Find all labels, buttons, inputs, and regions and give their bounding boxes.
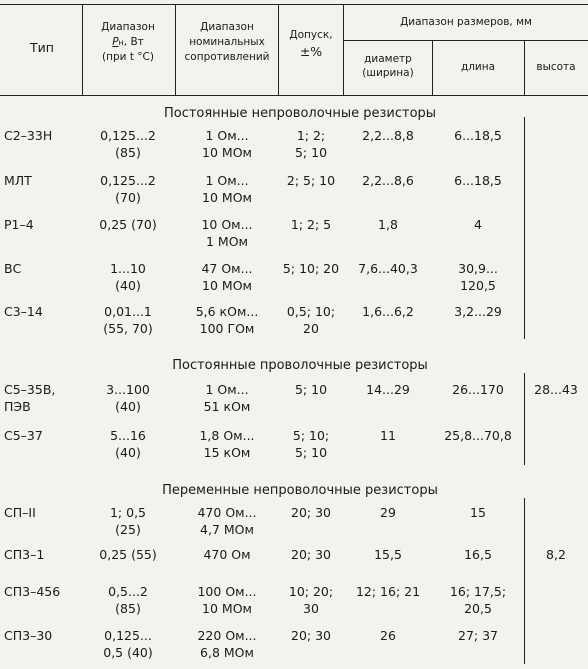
- col-divider-3: [278, 4, 279, 95]
- col-divider-2: [175, 4, 176, 95]
- cell-power: (85): [115, 145, 141, 160]
- cell-length: 3,2...29: [454, 304, 502, 319]
- cell-resist: 6,8 МОм: [200, 645, 254, 660]
- cell-type: С2–33Н: [4, 128, 53, 143]
- cell-tol: 5; 10: [294, 145, 328, 160]
- cell-tol: 20; 30: [291, 628, 331, 643]
- cell-length: 25,8...70,8: [444, 428, 512, 443]
- cell-tol: 30: [303, 601, 319, 616]
- cell-power: 0,25 (70): [99, 217, 157, 232]
- cell-resist: 1 Ом...: [205, 128, 249, 143]
- cell-type: СП3–456: [4, 584, 61, 599]
- header-height: высота: [536, 61, 576, 73]
- cell-diam: 29: [380, 505, 396, 520]
- height-col-divider-1: [524, 117, 525, 339]
- cell-type: С3–14: [4, 304, 43, 319]
- header-resist-line2: номинальных: [189, 36, 265, 48]
- cell-tol: 20; 30: [291, 547, 331, 562]
- cell-length: 6...18,5: [454, 173, 502, 188]
- header-power-line2: [112, 37, 144, 48]
- col-divider-6: [524, 40, 525, 95]
- cell-power: (85): [115, 601, 141, 616]
- cell-tol: 1; 2;: [296, 128, 326, 143]
- header-resist-line3: сопротивлений: [184, 51, 270, 63]
- cell-diam: 15,5: [374, 547, 402, 562]
- cell-tol: 10; 20;: [288, 584, 334, 599]
- cell-tol: 5; 10; 20: [282, 261, 340, 276]
- cell-length: 15: [470, 505, 486, 520]
- cell-power: 5...16: [110, 428, 146, 443]
- cell-length: 20,5: [464, 601, 492, 616]
- cell-length: 16,5: [464, 547, 492, 562]
- cell-power: (55, 70): [103, 321, 153, 336]
- cell-type: С5–35В,: [4, 382, 56, 397]
- cell-length: 120,5: [460, 278, 496, 293]
- cell-power: 0,25 (55): [99, 547, 157, 562]
- cell-resist: 100 ГОм: [199, 321, 255, 336]
- header-type: Тип: [30, 40, 54, 55]
- cell-resist: 10 МОм: [202, 278, 252, 293]
- cell-length: 26...170: [452, 382, 504, 397]
- cell-power: 0,5 (40): [103, 645, 153, 660]
- cell-resist: 100 Ом...: [197, 584, 257, 599]
- cell-power: 0,125...: [104, 628, 152, 643]
- cell-resist: 5,6 кОм...: [195, 304, 259, 319]
- header-diam-line1: диаметр: [364, 53, 412, 65]
- cell-power: 0,5...2: [108, 584, 148, 599]
- section-title: Переменные непроволочные резисторы: [162, 483, 438, 498]
- cell-length: 30,9...: [458, 261, 498, 276]
- cell-resist: 47 Ом...: [201, 261, 253, 276]
- cell-power: (25): [115, 522, 141, 537]
- cell-type: СП3–30: [4, 628, 53, 643]
- header-bottom-rule: [0, 95, 588, 96]
- header-diam-line2: (ширина): [362, 67, 414, 79]
- power-unit: , Вт: [123, 36, 144, 48]
- cell-diam: 14...29: [366, 382, 410, 397]
- cell-tol: 1; 2; 5: [290, 217, 332, 232]
- cell-power: (70): [115, 190, 141, 205]
- cell-resist: 220 Ом...: [197, 628, 257, 643]
- cell-length: 16; 17,5;: [449, 584, 507, 599]
- cell-resist: 470 Ом...: [197, 505, 257, 520]
- cell-type: ВС: [4, 261, 22, 276]
- cell-diam: 7,6...40,3: [358, 261, 418, 276]
- cell-type: СП3–1: [4, 547, 45, 562]
- cell-resist: 10 МОм: [202, 145, 252, 160]
- header-tol-line2: ±%: [299, 44, 323, 59]
- power-subscript: н: [118, 38, 124, 47]
- cell-diam: 26: [380, 628, 396, 643]
- cell-diam: 1,6...6,2: [362, 304, 414, 319]
- col-divider-5: [432, 40, 433, 95]
- cell-resist: 10 МОм: [202, 190, 252, 205]
- cell-power: (40): [115, 399, 141, 414]
- cell-type: Р1–4: [4, 217, 34, 232]
- height-col-divider-2: [524, 373, 525, 465]
- col-divider-1: [82, 4, 83, 95]
- cell-power: (40): [115, 445, 141, 460]
- cell-type: ПЭВ: [4, 399, 31, 414]
- cell-tol: 0,5; 10;: [286, 304, 336, 319]
- cell-resist: 10 МОм: [202, 601, 252, 616]
- cell-tol: 20; 30: [291, 505, 331, 520]
- cell-tol: 5; 10: [294, 382, 328, 397]
- cell-resist: 10 Ом...: [201, 217, 253, 232]
- cell-diam: 12; 16; 21: [355, 584, 421, 599]
- section-title: Постоянные непроволочные резисторы: [163, 106, 437, 121]
- top-rule: [0, 4, 588, 5]
- cell-power: 1...10: [110, 261, 146, 276]
- section-title: Постоянные проволочные резисторы: [172, 358, 428, 373]
- header-power-line1: Диапазон: [101, 21, 155, 33]
- cell-height: 28...43: [534, 382, 578, 397]
- cell-length: 4: [474, 217, 482, 232]
- cell-diam: 1,8: [378, 217, 398, 232]
- cell-resist: 1 Ом...: [205, 173, 249, 188]
- power-symbol: Р: [112, 36, 119, 48]
- cell-resist: 470 Ом: [203, 547, 251, 562]
- cell-resist: 4,7 МОм: [200, 522, 254, 537]
- cell-power: 3...100: [106, 382, 150, 397]
- cell-diam: 2,2...8,8: [362, 128, 414, 143]
- cell-power: 0,125...2: [100, 173, 156, 188]
- subheader-rule: [343, 40, 588, 41]
- cell-power: 0,01...1: [104, 304, 152, 319]
- cell-resist: 15 кОм: [203, 445, 251, 460]
- cell-power: 1; 0,5: [109, 505, 147, 520]
- height-col-divider-3: [524, 498, 525, 664]
- cell-length: 27; 37: [458, 628, 498, 643]
- cell-tol: 5; 10: [294, 445, 328, 460]
- cell-height: 8,2: [546, 547, 566, 562]
- header-dims: Диапазон размеров, мм: [400, 16, 532, 28]
- cell-diam: 2,2...8,6: [362, 173, 414, 188]
- cell-type: МЛТ: [4, 173, 32, 188]
- header-resist-line1: Диапазон: [200, 21, 254, 33]
- cell-tol: 2; 5; 10: [286, 173, 336, 188]
- cell-resist: 51 кОм: [203, 399, 251, 414]
- cell-length: 6...18,5: [454, 128, 502, 143]
- cell-tol: 20: [303, 321, 319, 336]
- header-length: длина: [460, 61, 496, 73]
- cell-power: 0,125...2: [100, 128, 156, 143]
- cell-tol: 5; 10;: [292, 428, 330, 443]
- cell-resist: 1 МОм: [206, 234, 248, 249]
- header-tol-line1: Допуск,: [289, 29, 333, 41]
- cell-power: (40): [115, 278, 141, 293]
- cell-type: С5–37: [4, 428, 43, 443]
- cell-resist: 1 Ом...: [205, 382, 249, 397]
- cell-type: СП–II: [4, 505, 36, 520]
- col-divider-4: [343, 4, 344, 95]
- cell-resist: 1,8 Ом...: [199, 428, 255, 443]
- header-power-line3: (при t °С): [102, 51, 154, 63]
- cell-diam: 11: [380, 428, 396, 443]
